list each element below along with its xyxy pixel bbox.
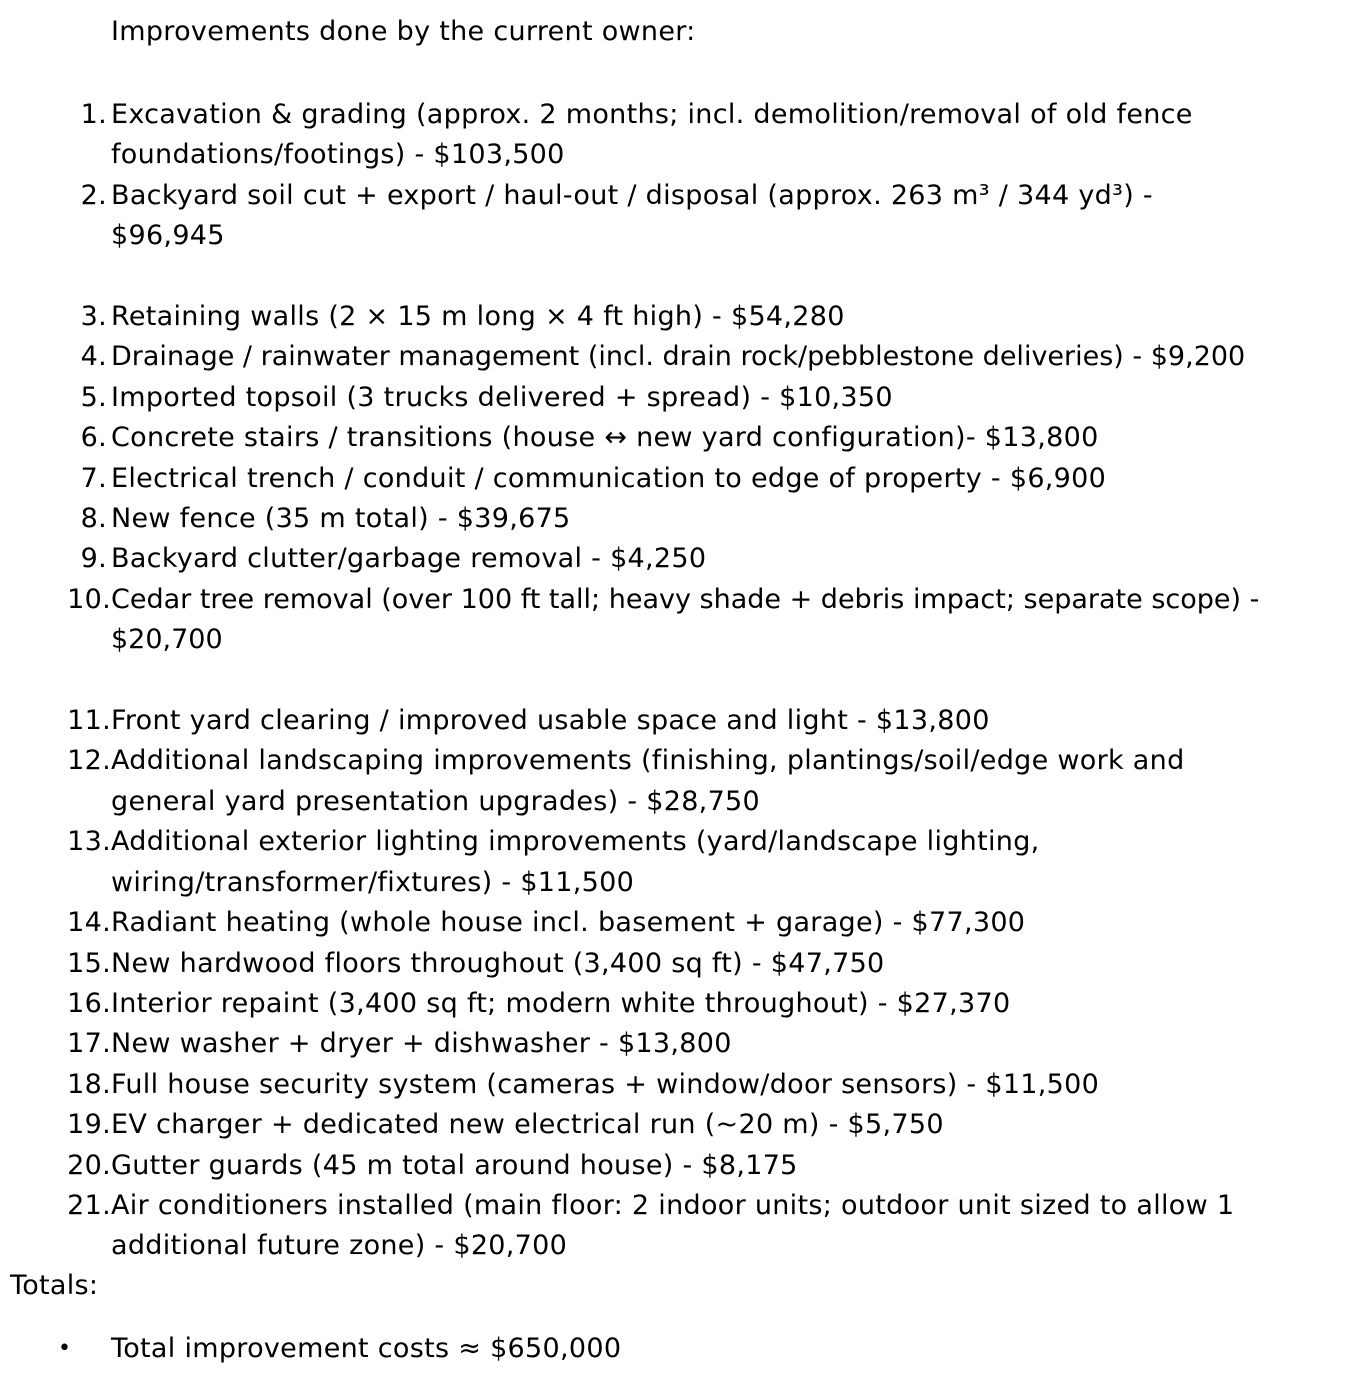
item-number: 17. — [67, 1028, 111, 1060]
list-item — [0, 984, 1360, 1024]
list-item — [0, 741, 1360, 822]
item-number: 21. — [67, 1189, 111, 1221]
item-number: 6. — [80, 422, 107, 454]
item-text: EV charger + dedicated new electrical run (~20 m) - $5,750 — [111, 1109, 944, 1141]
item-number: 2. — [80, 179, 107, 211]
list-item — [0, 1105, 1360, 1145]
item-text: Backyard soil cut + export / haul-out / disposal (approx. 263 m³ / 344 yd³) - $96,945 — [111, 179, 1153, 252]
item-text: Gutter guards (45 m total around house) - $8,175 — [111, 1149, 798, 1181]
item-number: 3. — [80, 301, 107, 333]
item-text: Full house security system (cameras + window/door sensors) - $11,500 — [111, 1068, 1100, 1100]
item-text: Cedar tree removal (over 100 ft tall; heavy shade + debris impact; separate scope) - $20,700 — [111, 583, 1260, 656]
item-text: Imported topsoil (3 trucks delivered + spread) - $10,350 — [111, 381, 893, 413]
list-item — [0, 418, 1360, 458]
bullet-icon: • — [58, 1336, 72, 1361]
item-text: Excavation & grading (approx. 2 months; incl. demolition/removal of old fence foundations/footings) - $103,500 — [111, 99, 1193, 171]
item-text: Additional exterior lighting improvements (yard/landscape lighting, wiring/transformer/fixtures) - $11,500 — [111, 826, 1040, 898]
totals-label: Totals: — [10, 1270, 99, 1301]
list-item — [0, 822, 1360, 903]
item-text: Additional landscaping improvements (finishing, plantings/soil/edge work and general yard presentation upgrades) - $28,750 — [111, 745, 1185, 817]
list-item — [0, 297, 1360, 337]
list-item — [0, 337, 1360, 377]
list-item — [0, 701, 1360, 741]
item-number: 19. — [67, 1109, 111, 1141]
item-text: New fence (35 m total) - $39,675 — [111, 503, 571, 535]
item-number: 1. — [80, 99, 107, 130]
item-number: 5. — [80, 381, 107, 413]
list-item — [0, 95, 1360, 176]
item-text: Retaining walls (2 × 15 m long × 4 ft high) - $54,280 — [111, 301, 845, 333]
heading: Improvements done by the current owner: — [111, 16, 696, 47]
item-number: 14. — [67, 907, 111, 939]
item-number: 4. — [80, 341, 107, 373]
list-item — [0, 1186, 1360, 1267]
list-item — [0, 580, 1360, 661]
list-item — [0, 176, 1360, 257]
item-text: Radiant heating (whole house incl. basement + garage) - $77,300 — [111, 907, 1026, 939]
item-number: 18. — [67, 1068, 111, 1100]
list-item — [0, 944, 1360, 984]
improvements-list — [0, 95, 1360, 1267]
item-text: Front yard clearing / improved usable space and light - $13,800 — [111, 705, 990, 737]
item-number: 9. — [80, 543, 107, 575]
list-item — [0, 903, 1360, 943]
item-number: 13. — [67, 826, 111, 858]
item-number: 8. — [80, 503, 107, 535]
item-text: Concrete stairs / transitions (house ↔ new yard configuration)- $13,800 — [111, 422, 1099, 454]
item-text: Drainage / rainwater management (incl. drain rock/pebblestone deliveries) - $9,200 — [111, 341, 1246, 373]
total-cost-text: Total improvement costs ≈ $650,000 — [111, 1333, 622, 1364]
list-item — [0, 1065, 1360, 1105]
list-item — [0, 1146, 1360, 1186]
item-text: New washer + dryer + dishwasher - $13,800 — [111, 1028, 732, 1060]
list-item — [0, 499, 1360, 539]
item-text: Electrical trench / conduit / communication to edge of property - $6,900 — [111, 462, 1107, 494]
item-text: New hardwood floors throughout (3,400 sq ft) - $47,750 — [111, 947, 885, 979]
item-number: 16. — [67, 987, 111, 1019]
list-item — [0, 539, 1360, 579]
item-text: Interior repaint (3,400 sq ft; modern white throughout) - $27,370 — [111, 987, 1011, 1019]
item-number: 20. — [67, 1149, 111, 1181]
list-item — [0, 459, 1360, 499]
item-text: Air conditioners installed (main floor: 2 indoor units; outdoor unit sized to allow 1 additional future zone) - $20,700 — [111, 1189, 1235, 1262]
list-item — [0, 1024, 1360, 1064]
item-text: Backyard clutter/garbage removal - $4,250 — [111, 543, 707, 575]
item-number: 11. — [67, 705, 111, 737]
item-number: 10. — [67, 583, 111, 615]
item-number: 7. — [80, 462, 107, 494]
item-number: 15. — [67, 947, 111, 979]
list-item — [0, 378, 1360, 418]
item-number: 12. — [67, 745, 111, 777]
